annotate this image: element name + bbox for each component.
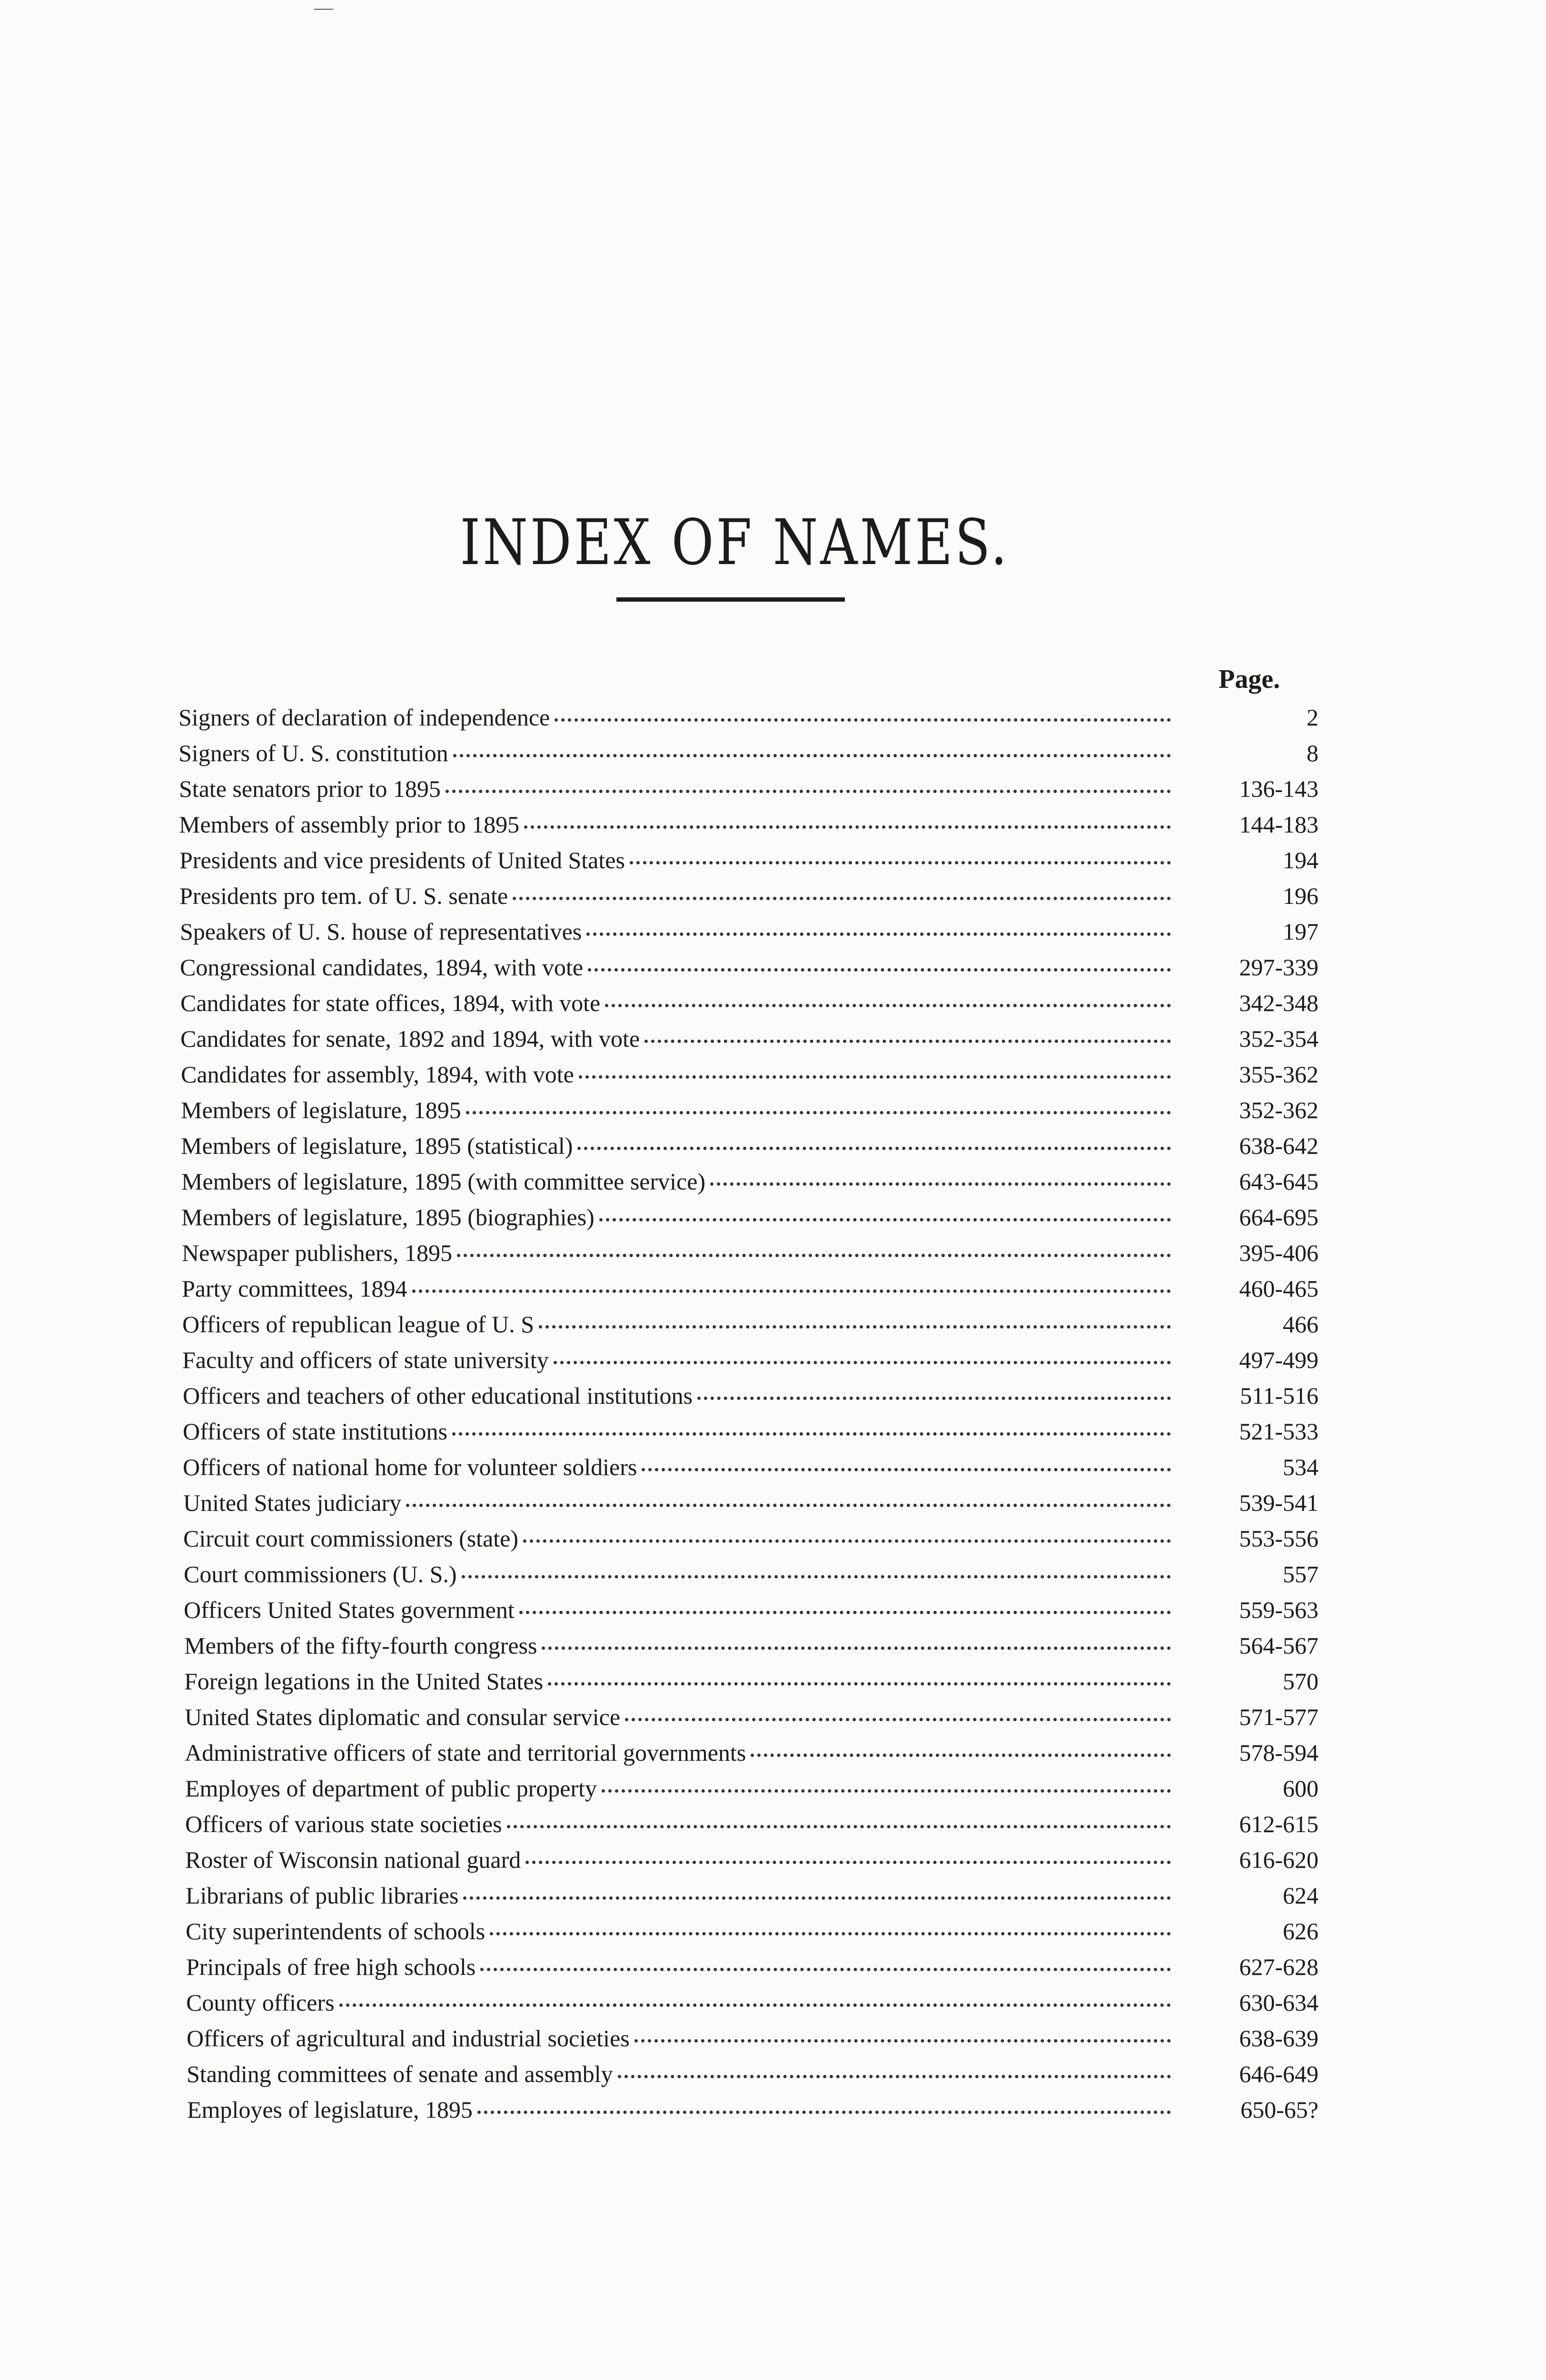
dot-leader bbox=[457, 1251, 1171, 1257]
entry-page-number: 664-695 bbox=[1239, 1204, 1318, 1230]
entry-page-number: 355-362 bbox=[1239, 1061, 1318, 1088]
dot-leader bbox=[339, 2001, 1171, 2007]
entry-page-number: 578-594 bbox=[1239, 1739, 1318, 1766]
entry-page-number: 559-563 bbox=[1239, 1597, 1318, 1623]
entry-label: United States diplomatic and consular service bbox=[185, 1704, 621, 1730]
entry-label: Candidates for senate, 1892 and 1894, with vote bbox=[180, 1025, 640, 1052]
dot-leader bbox=[634, 2036, 1171, 2043]
index-entry bbox=[178, 1878, 1318, 1914]
entry-label: Party committees, 1894 bbox=[182, 1275, 407, 1302]
index-entry bbox=[178, 1485, 1318, 1521]
dot-leader bbox=[625, 1715, 1171, 1721]
entry-label: Officers of republican league of U. S bbox=[182, 1311, 535, 1338]
dot-leader bbox=[525, 1858, 1171, 1864]
index-entry bbox=[178, 1806, 1318, 1842]
dot-leader bbox=[602, 1786, 1171, 1793]
entry-label: Officers of state institutions bbox=[183, 1418, 447, 1445]
entry-page-number: 352-354 bbox=[1239, 1025, 1318, 1052]
entry-label: Members of legislature, 1895 (biographies) bbox=[181, 1204, 595, 1230]
index-entry bbox=[178, 807, 1318, 843]
entry-page-number: 638-639 bbox=[1239, 2025, 1318, 2052]
entry-label: United States judiciary bbox=[183, 1489, 402, 1516]
index-entry bbox=[178, 1342, 1318, 1378]
index-entry bbox=[178, 2021, 1318, 2056]
dot-leader bbox=[697, 1394, 1171, 1400]
dot-leader bbox=[452, 1429, 1171, 1436]
dot-leader bbox=[466, 1108, 1171, 1114]
entry-label: Presidents and vice presidents of United States bbox=[179, 847, 625, 873]
entry-page-number: 466 bbox=[1283, 1311, 1318, 1338]
entry-page-number: 557 bbox=[1283, 1561, 1318, 1587]
entry-page-number: 600 bbox=[1283, 1775, 1318, 1802]
entry-page-number: 570 bbox=[1283, 1668, 1318, 1695]
entry-page-number: 630-634 bbox=[1239, 1989, 1318, 2016]
index-entry bbox=[178, 700, 1318, 735]
index-entry bbox=[178, 843, 1318, 878]
index-entry bbox=[178, 1592, 1318, 1628]
index-entry bbox=[178, 1664, 1318, 1699]
index-entry bbox=[178, 1271, 1318, 1307]
index-entry bbox=[178, 1771, 1318, 1806]
dot-leader bbox=[490, 1929, 1171, 1935]
entry-page-number: 196 bbox=[1283, 883, 1318, 909]
dot-leader bbox=[642, 1465, 1171, 1471]
entry-label: Congressional candidates, 1894, with vote bbox=[180, 954, 584, 981]
dot-leader bbox=[523, 1537, 1171, 1543]
index-entry bbox=[178, 1235, 1318, 1271]
dot-leader bbox=[644, 1037, 1171, 1043]
dot-leader bbox=[710, 1180, 1171, 1186]
entry-label: Circuit court commissioners (state) bbox=[183, 1525, 519, 1552]
page-title: INDEX OF NAMES. bbox=[460, 506, 1010, 580]
entry-page-number: 521-533 bbox=[1239, 1418, 1318, 1445]
entry-page-number: 8 bbox=[1307, 740, 1318, 766]
dot-leader bbox=[599, 1215, 1171, 1221]
entry-page-number: 539-541 bbox=[1239, 1489, 1318, 1516]
index-entry bbox=[178, 1200, 1318, 1235]
index-entry bbox=[178, 1092, 1318, 1128]
entry-label: Candidates for assembly, 1894, with vote bbox=[181, 1061, 574, 1088]
entry-label: Principals of free high schools bbox=[186, 1954, 476, 1980]
entry-page-number: 2 bbox=[1307, 704, 1318, 731]
index-entry bbox=[178, 1521, 1318, 1557]
index-entry bbox=[178, 914, 1318, 950]
entry-label: State senators prior to 1895 bbox=[179, 775, 441, 802]
dot-leader bbox=[513, 894, 1171, 900]
dot-leader bbox=[477, 2108, 1171, 2114]
dot-leader bbox=[751, 1751, 1171, 1757]
dot-leader bbox=[579, 1072, 1171, 1079]
entry-label: County officers bbox=[186, 1989, 335, 2016]
entry-page-number: 534 bbox=[1283, 1454, 1318, 1480]
index-entry bbox=[178, 878, 1318, 914]
entry-page-number: 144-183 bbox=[1239, 811, 1318, 838]
entry-page-number: 395-406 bbox=[1239, 1240, 1318, 1266]
entry-page-number: 460-465 bbox=[1239, 1275, 1318, 1302]
index-entry bbox=[178, 1949, 1318, 1985]
entry-page-number: 627-628 bbox=[1239, 1954, 1318, 1980]
entry-page-number: 553-556 bbox=[1239, 1525, 1318, 1552]
entry-label: Members of legislature, 1895 (with committee service) bbox=[181, 1168, 706, 1195]
entry-page-number: 564-567 bbox=[1239, 1632, 1318, 1659]
dot-leader bbox=[519, 1608, 1171, 1614]
entry-label: Signers of declaration of independence bbox=[178, 704, 550, 731]
entry-page-number: 646-649 bbox=[1239, 2061, 1318, 2087]
entry-label: Officers of various state societies bbox=[185, 1811, 502, 1837]
entry-page-number: 342-348 bbox=[1239, 990, 1318, 1016]
entry-page-number: 297-339 bbox=[1239, 954, 1318, 981]
entry-page-number: 616-620 bbox=[1239, 1846, 1318, 1873]
entry-page-number: 626 bbox=[1283, 1918, 1318, 1944]
dot-leader bbox=[524, 823, 1171, 829]
index-entry bbox=[178, 1307, 1318, 1342]
dot-leader bbox=[586, 930, 1171, 936]
entry-label: City superintendents of schools bbox=[186, 1918, 486, 1944]
entry-label: Officers and teachers of other educational institutions bbox=[183, 1382, 693, 1409]
dot-leader bbox=[406, 1501, 1171, 1507]
entry-label: Officers United States government bbox=[184, 1597, 515, 1623]
dot-leader bbox=[554, 1358, 1171, 1364]
dot-leader bbox=[462, 1572, 1171, 1578]
index-entry bbox=[178, 1842, 1318, 1878]
dot-leader bbox=[548, 1679, 1171, 1686]
entry-page-number: 638-642 bbox=[1239, 1132, 1318, 1159]
dot-leader bbox=[480, 1965, 1171, 1971]
index-list bbox=[178, 700, 1318, 2128]
entry-page-number: 612-615 bbox=[1239, 1811, 1318, 1837]
index-entry bbox=[178, 735, 1318, 771]
index-entry bbox=[178, 1414, 1318, 1449]
entry-page-number: 352-362 bbox=[1239, 1097, 1318, 1123]
entry-page-number: 650-65? bbox=[1240, 2096, 1318, 2123]
dot-leader bbox=[507, 1822, 1171, 1828]
index-entry bbox=[178, 1449, 1318, 1485]
page-column-header: Page. bbox=[1219, 664, 1280, 694]
dot-leader bbox=[577, 1144, 1171, 1150]
entry-label: Employes of legislature, 1895 bbox=[187, 2096, 473, 2123]
index-entry bbox=[178, 1985, 1318, 2021]
dot-leader bbox=[555, 715, 1171, 722]
entry-label: Administrative officers of state and territorial governments bbox=[185, 1739, 746, 1766]
scan-mark: — bbox=[314, 0, 333, 18]
index-entry bbox=[178, 1021, 1318, 1057]
entry-label: Speakers of U. S. house of representatives bbox=[180, 918, 582, 945]
index-entry bbox=[178, 2092, 1318, 2128]
dot-leader bbox=[630, 858, 1171, 864]
entry-label: Members of legislature, 1895 (statistical) bbox=[181, 1132, 573, 1159]
dot-leader bbox=[412, 1287, 1171, 1293]
index-entry bbox=[178, 1057, 1318, 1092]
dot-leader bbox=[588, 965, 1171, 972]
entry-label: Presidents pro tem. of U. S. senate bbox=[179, 883, 508, 909]
dot-leader bbox=[542, 1644, 1171, 1650]
entry-page-number: 571-577 bbox=[1239, 1704, 1318, 1730]
index-entry bbox=[178, 1164, 1318, 1200]
entry-page-number: 194 bbox=[1283, 847, 1318, 873]
index-entry bbox=[178, 1557, 1318, 1592]
title-rule bbox=[616, 597, 845, 602]
entry-label: Members of legislature, 1895 bbox=[181, 1097, 461, 1123]
index-entry bbox=[178, 1628, 1318, 1664]
entry-label: Standing committees of senate and assembly bbox=[187, 2061, 613, 2087]
entry-label: Court commissioners (U. S.) bbox=[184, 1561, 457, 1587]
dot-leader bbox=[463, 1894, 1171, 1900]
entry-label: Candidates for state offices, 1894, with vote bbox=[180, 990, 601, 1016]
entry-page-number: 497-499 bbox=[1239, 1347, 1318, 1373]
entry-label: Signers of U. S. constitution bbox=[178, 740, 448, 766]
entry-label: Faculty and officers of state university bbox=[182, 1347, 549, 1373]
index-entry bbox=[178, 771, 1318, 807]
index-entry bbox=[178, 1128, 1318, 1164]
entry-page-number: 511-516 bbox=[1240, 1382, 1318, 1409]
index-entry bbox=[178, 2056, 1318, 2092]
entry-label: Members of assembly prior to 1895 bbox=[179, 811, 520, 838]
entry-label: Members of the fifty-fourth congress bbox=[184, 1632, 537, 1659]
index-entry bbox=[178, 985, 1318, 1021]
index-entry bbox=[178, 1735, 1318, 1771]
entry-label: Employes of department of public property bbox=[185, 1775, 597, 1802]
entry-label: Librarians of public libraries bbox=[186, 1882, 459, 1909]
entry-label: Newspaper publishers, 1895 bbox=[182, 1240, 452, 1266]
dot-leader bbox=[539, 1322, 1171, 1329]
entry-label: Officers of national home for volunteer soldiers bbox=[183, 1454, 637, 1480]
index-entry bbox=[178, 1378, 1318, 1414]
entry-page-number: 197 bbox=[1283, 918, 1318, 945]
dot-leader bbox=[605, 1001, 1171, 1007]
entry-page-number: 136-143 bbox=[1239, 775, 1318, 802]
entry-page-number: 643-645 bbox=[1239, 1168, 1318, 1195]
index-entry bbox=[178, 1914, 1318, 1949]
entry-label: Roster of Wisconsin national guard bbox=[185, 1846, 521, 1873]
entry-label: Foreign legations in the United States bbox=[184, 1668, 544, 1695]
index-entry bbox=[178, 950, 1318, 985]
entry-page-number: 624 bbox=[1283, 1882, 1318, 1909]
index-entry bbox=[178, 1699, 1318, 1735]
entry-label: Officers of agricultural and industrial societies bbox=[187, 2025, 630, 2052]
dot-leader bbox=[618, 2072, 1171, 2078]
dot-leader bbox=[453, 751, 1171, 757]
dot-leader bbox=[446, 787, 1171, 793]
